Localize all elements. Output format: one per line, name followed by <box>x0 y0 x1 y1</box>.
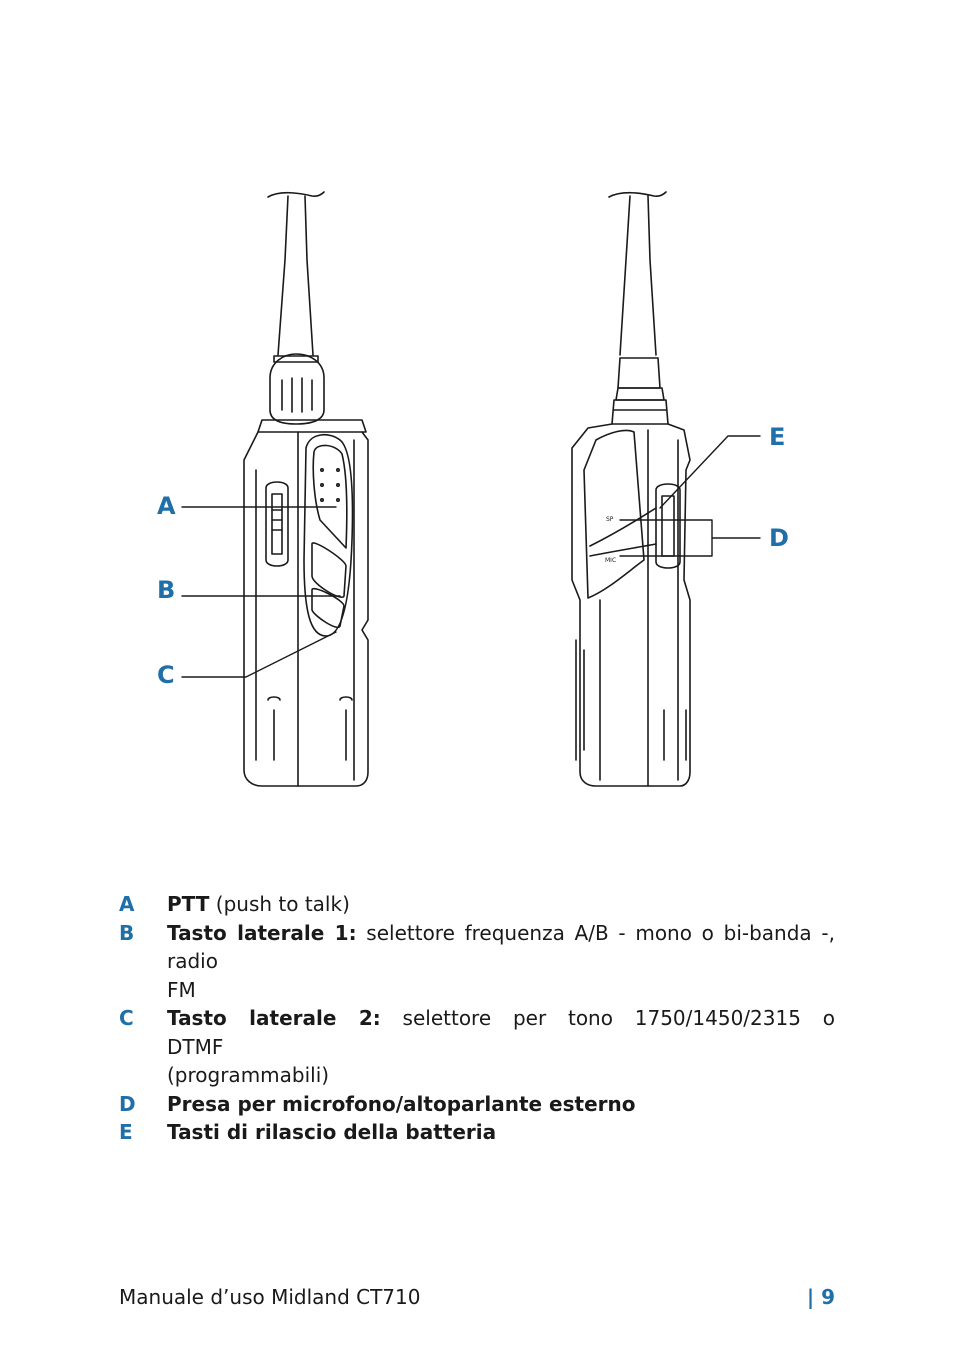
callout-c: C <box>157 661 175 689</box>
legend-text: selettore frequenza A/B - mono o bi-banda -, radio <box>167 920 835 973</box>
legend-item-e <box>119 1118 835 1147</box>
callout-d: D <box>769 524 789 552</box>
mic-label: MIC <box>605 557 617 564</box>
callout-b: B <box>157 576 176 604</box>
callout-a: A <box>157 492 176 520</box>
sp-label: SP <box>606 516 614 523</box>
legend-letter <box>119 1061 167 1090</box>
legend-text: (programmabili) <box>167 1063 330 1087</box>
legend-item-c <box>119 1004 835 1061</box>
legend-bold: Tasto laterale 1: <box>167 920 357 945</box>
legend-bold: Tasto laterale 2: <box>167 1006 381 1030</box>
legend-bold: PTT <box>167 892 210 916</box>
callout-line-c <box>182 632 336 677</box>
callout-lines <box>182 436 760 677</box>
footer-title: Manuale d’uso Midland CT710 <box>119 1285 421 1309</box>
legend-text: selettore per tono 1750/1450/2315 o DTMF <box>167 1006 835 1059</box>
legend-item-a <box>119 890 835 919</box>
legend-letter: C <box>119 1006 134 1030</box>
legend-letter: B <box>119 920 135 945</box>
legend-text: FM <box>167 977 196 1002</box>
left-radio-drawing <box>244 192 368 786</box>
legend-item-c-cont <box>119 1061 835 1090</box>
legend-letter <box>119 976 167 1005</box>
legend-letter: E <box>119 1120 133 1144</box>
legend-item-b-cont <box>119 976 835 1005</box>
right-radio-drawing <box>572 192 690 786</box>
legend-item-b <box>119 919 835 976</box>
callout-e: E <box>769 423 786 451</box>
page-number: | 9 <box>806 1285 835 1309</box>
legend-text: (push to talk) <box>209 892 350 916</box>
legend <box>119 890 835 1147</box>
legend-bold: Presa per microfono/altoparlante esterno <box>167 1091 636 1116</box>
legend-letter: A <box>119 892 135 916</box>
callout-line-e <box>660 436 760 508</box>
legend-item-d <box>119 1090 835 1119</box>
legend-bold: Tasti di rilascio della batteria <box>167 1120 497 1144</box>
legend-letter: D <box>119 1091 136 1116</box>
